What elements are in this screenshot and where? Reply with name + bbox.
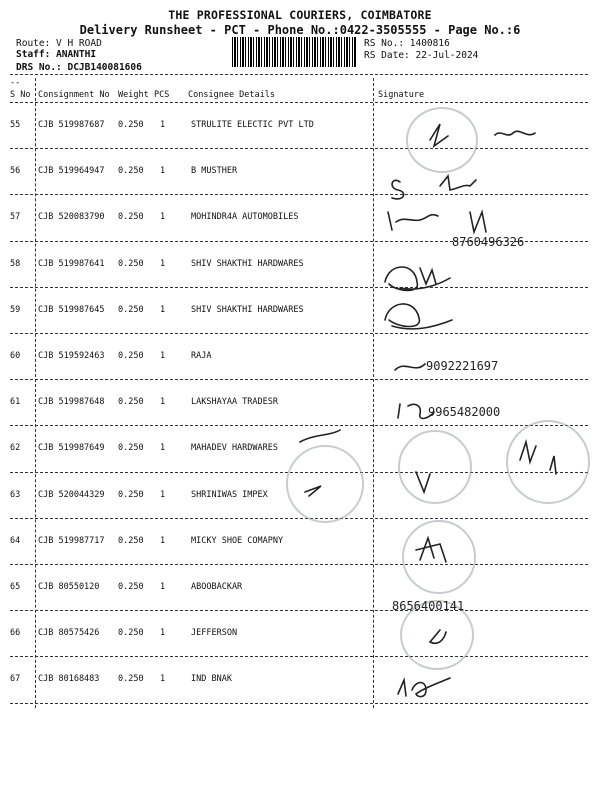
row-divider (10, 241, 588, 242)
row-divider (10, 425, 588, 426)
row-consignee: MAHADEV HARDWARES (191, 443, 278, 454)
row-pcs: 1 (160, 258, 166, 269)
row-sno: 61 (10, 397, 21, 408)
row-weight: 0.250 (118, 304, 144, 315)
row-weight: 0.250 (118, 628, 144, 639)
row-divider (10, 148, 588, 149)
handwritten-phone-60: 9092221697 (426, 359, 499, 373)
signature-59 (385, 304, 452, 329)
row-weight: 0.250 (118, 120, 144, 130)
row-sno: 60 (10, 351, 21, 361)
row-sno: 57 (10, 212, 21, 223)
company-title: THE PROFESSIONAL COURIERS, COIMBATORE (168, 8, 432, 22)
signature-60 (395, 364, 425, 370)
runsheet-subtitle: Delivery Runsheet - PCT - Phone No.:0422-3505555 - Page No.:6 (79, 23, 521, 37)
row-consignee: SHIV SHAKTHI HARDWARES (191, 258, 304, 269)
row-weight: 0.250 (118, 397, 144, 408)
row-divider (10, 656, 588, 657)
row-consignment-number: CJB 80168483 (38, 674, 100, 685)
company-stamp (402, 520, 476, 594)
barcode (232, 37, 356, 67)
row-sno: 59 (10, 304, 21, 315)
column-header-divider (10, 102, 588, 103)
route-label: Route: V H ROAD (16, 38, 102, 49)
row-consignee: RAJA (191, 351, 212, 361)
row-sno: 62 (10, 443, 21, 454)
row-divider (10, 194, 588, 195)
row-consignment-number: CJB 519987687 (38, 120, 105, 130)
col-weight: Weight (118, 90, 149, 100)
dash-mark: -- (10, 78, 21, 88)
row-pcs: 1 (160, 443, 166, 454)
row-consignee: LAKSHAYAA TRADESR (191, 397, 278, 408)
row-consignment-number: CJB 519987645 (38, 304, 105, 315)
col-signature: Signature (378, 90, 425, 100)
handwritten-phone-65: 8656400141 (392, 599, 465, 613)
row-sno: 64 (10, 535, 21, 546)
col-sno: S No (10, 90, 31, 100)
company-stamp (286, 445, 364, 523)
signature-61 (398, 404, 434, 418)
row-consignment-number: CJB 520044329 (38, 489, 105, 500)
signature-67 (398, 678, 450, 697)
row-sno: 56 (10, 166, 21, 177)
row-weight: 0.250 (118, 582, 144, 592)
row-divider (10, 610, 588, 611)
row-divider (10, 333, 588, 334)
row-pcs: 1 (160, 304, 166, 315)
row-sno: 65 (10, 582, 21, 592)
row-pcs: 1 (160, 120, 166, 130)
row-sno: 66 (10, 628, 21, 639)
row-consignment-number: CJB 519987649 (38, 443, 105, 454)
row-weight: 0.250 (118, 351, 144, 361)
row-sno: 58 (10, 258, 21, 269)
row-pcs: 1 (160, 397, 166, 408)
row-consignee: SHRINIWAS IMPEX (191, 489, 268, 500)
row-consignment-number: CJB 519987641 (38, 258, 105, 269)
row-weight: 0.250 (118, 489, 144, 500)
row-sno: 55 (10, 120, 21, 130)
row-pcs: 1 (160, 535, 166, 546)
company-stamp (506, 420, 590, 504)
row-pcs: 1 (160, 582, 166, 592)
handwritten-phone-61: 9965482000 (428, 405, 501, 419)
row-consignment-number: CJB 80575426 (38, 628, 100, 639)
row-pcs: 1 (160, 212, 166, 223)
row-pcs: 1 (160, 351, 166, 361)
row-consignee: STRULITE ELECTIC PVT LTD (191, 120, 314, 130)
row-pcs: 1 (160, 628, 166, 639)
row-weight: 0.250 (118, 166, 144, 177)
row-divider (10, 287, 588, 288)
row-consignee: ABOOBACKAR (191, 582, 243, 592)
row-divider (10, 379, 588, 380)
rs-number: RS No.: 1400816 (364, 38, 450, 49)
row-consignment-number: CJB 520083790 (38, 212, 105, 223)
company-stamp (398, 430, 472, 504)
row-pcs: 1 (160, 674, 166, 685)
row-weight: 0.250 (118, 443, 144, 454)
row-consignment-number: CJB 519964947 (38, 166, 105, 177)
row-sno: 67 (10, 674, 21, 685)
col-consignment: Consignment No (38, 90, 110, 100)
drs-number: DRS No.: DCJB140081606 (16, 62, 142, 73)
column-divider (373, 78, 374, 708)
row-consignee: IND BNAK (191, 674, 232, 685)
row-pcs: 1 (160, 489, 166, 500)
row-divider (10, 564, 588, 565)
row-divider (10, 703, 588, 704)
col-pcs: PCS (154, 90, 170, 100)
row-weight: 0.250 (118, 674, 144, 685)
row-consignee: JEFFERSON (191, 628, 238, 639)
signature-57 (388, 212, 486, 232)
row-weight: 0.250 (118, 258, 144, 269)
row-consignment-number: CJB 80550120 (38, 582, 100, 592)
row-consignment-number: CJB 519987717 (38, 535, 105, 546)
row-sno: 63 (10, 489, 21, 500)
row-consignee: MOHINDR4A AUTOMOBILES (191, 212, 299, 223)
row-consignee: B MUSTHER (191, 166, 238, 177)
handwritten-phone-57: 8760496326 (452, 235, 525, 249)
col-consignee: Consignee Details (188, 90, 275, 100)
row-consignment-number: CJB 519987648 (38, 397, 105, 408)
header-divider (10, 74, 588, 75)
row-consignee: MICKY SHOE COMAPNY (191, 535, 284, 546)
row-divider (10, 518, 588, 519)
staff-label: Staff: ANANTHI (16, 49, 97, 60)
company-stamp (400, 600, 474, 670)
row-weight: 0.250 (118, 535, 144, 546)
row-consignee: SHIV SHAKTHI HARDWARES (191, 304, 304, 315)
column-divider (35, 78, 36, 708)
row-consignment-number: CJB 519592463 (38, 351, 105, 361)
rs-date: RS Date: 22-Jul-2024 (364, 50, 479, 61)
company-stamp (406, 107, 478, 173)
row-pcs: 1 (160, 166, 166, 177)
signature-56 (392, 176, 476, 199)
row-weight: 0.250 (118, 212, 144, 223)
